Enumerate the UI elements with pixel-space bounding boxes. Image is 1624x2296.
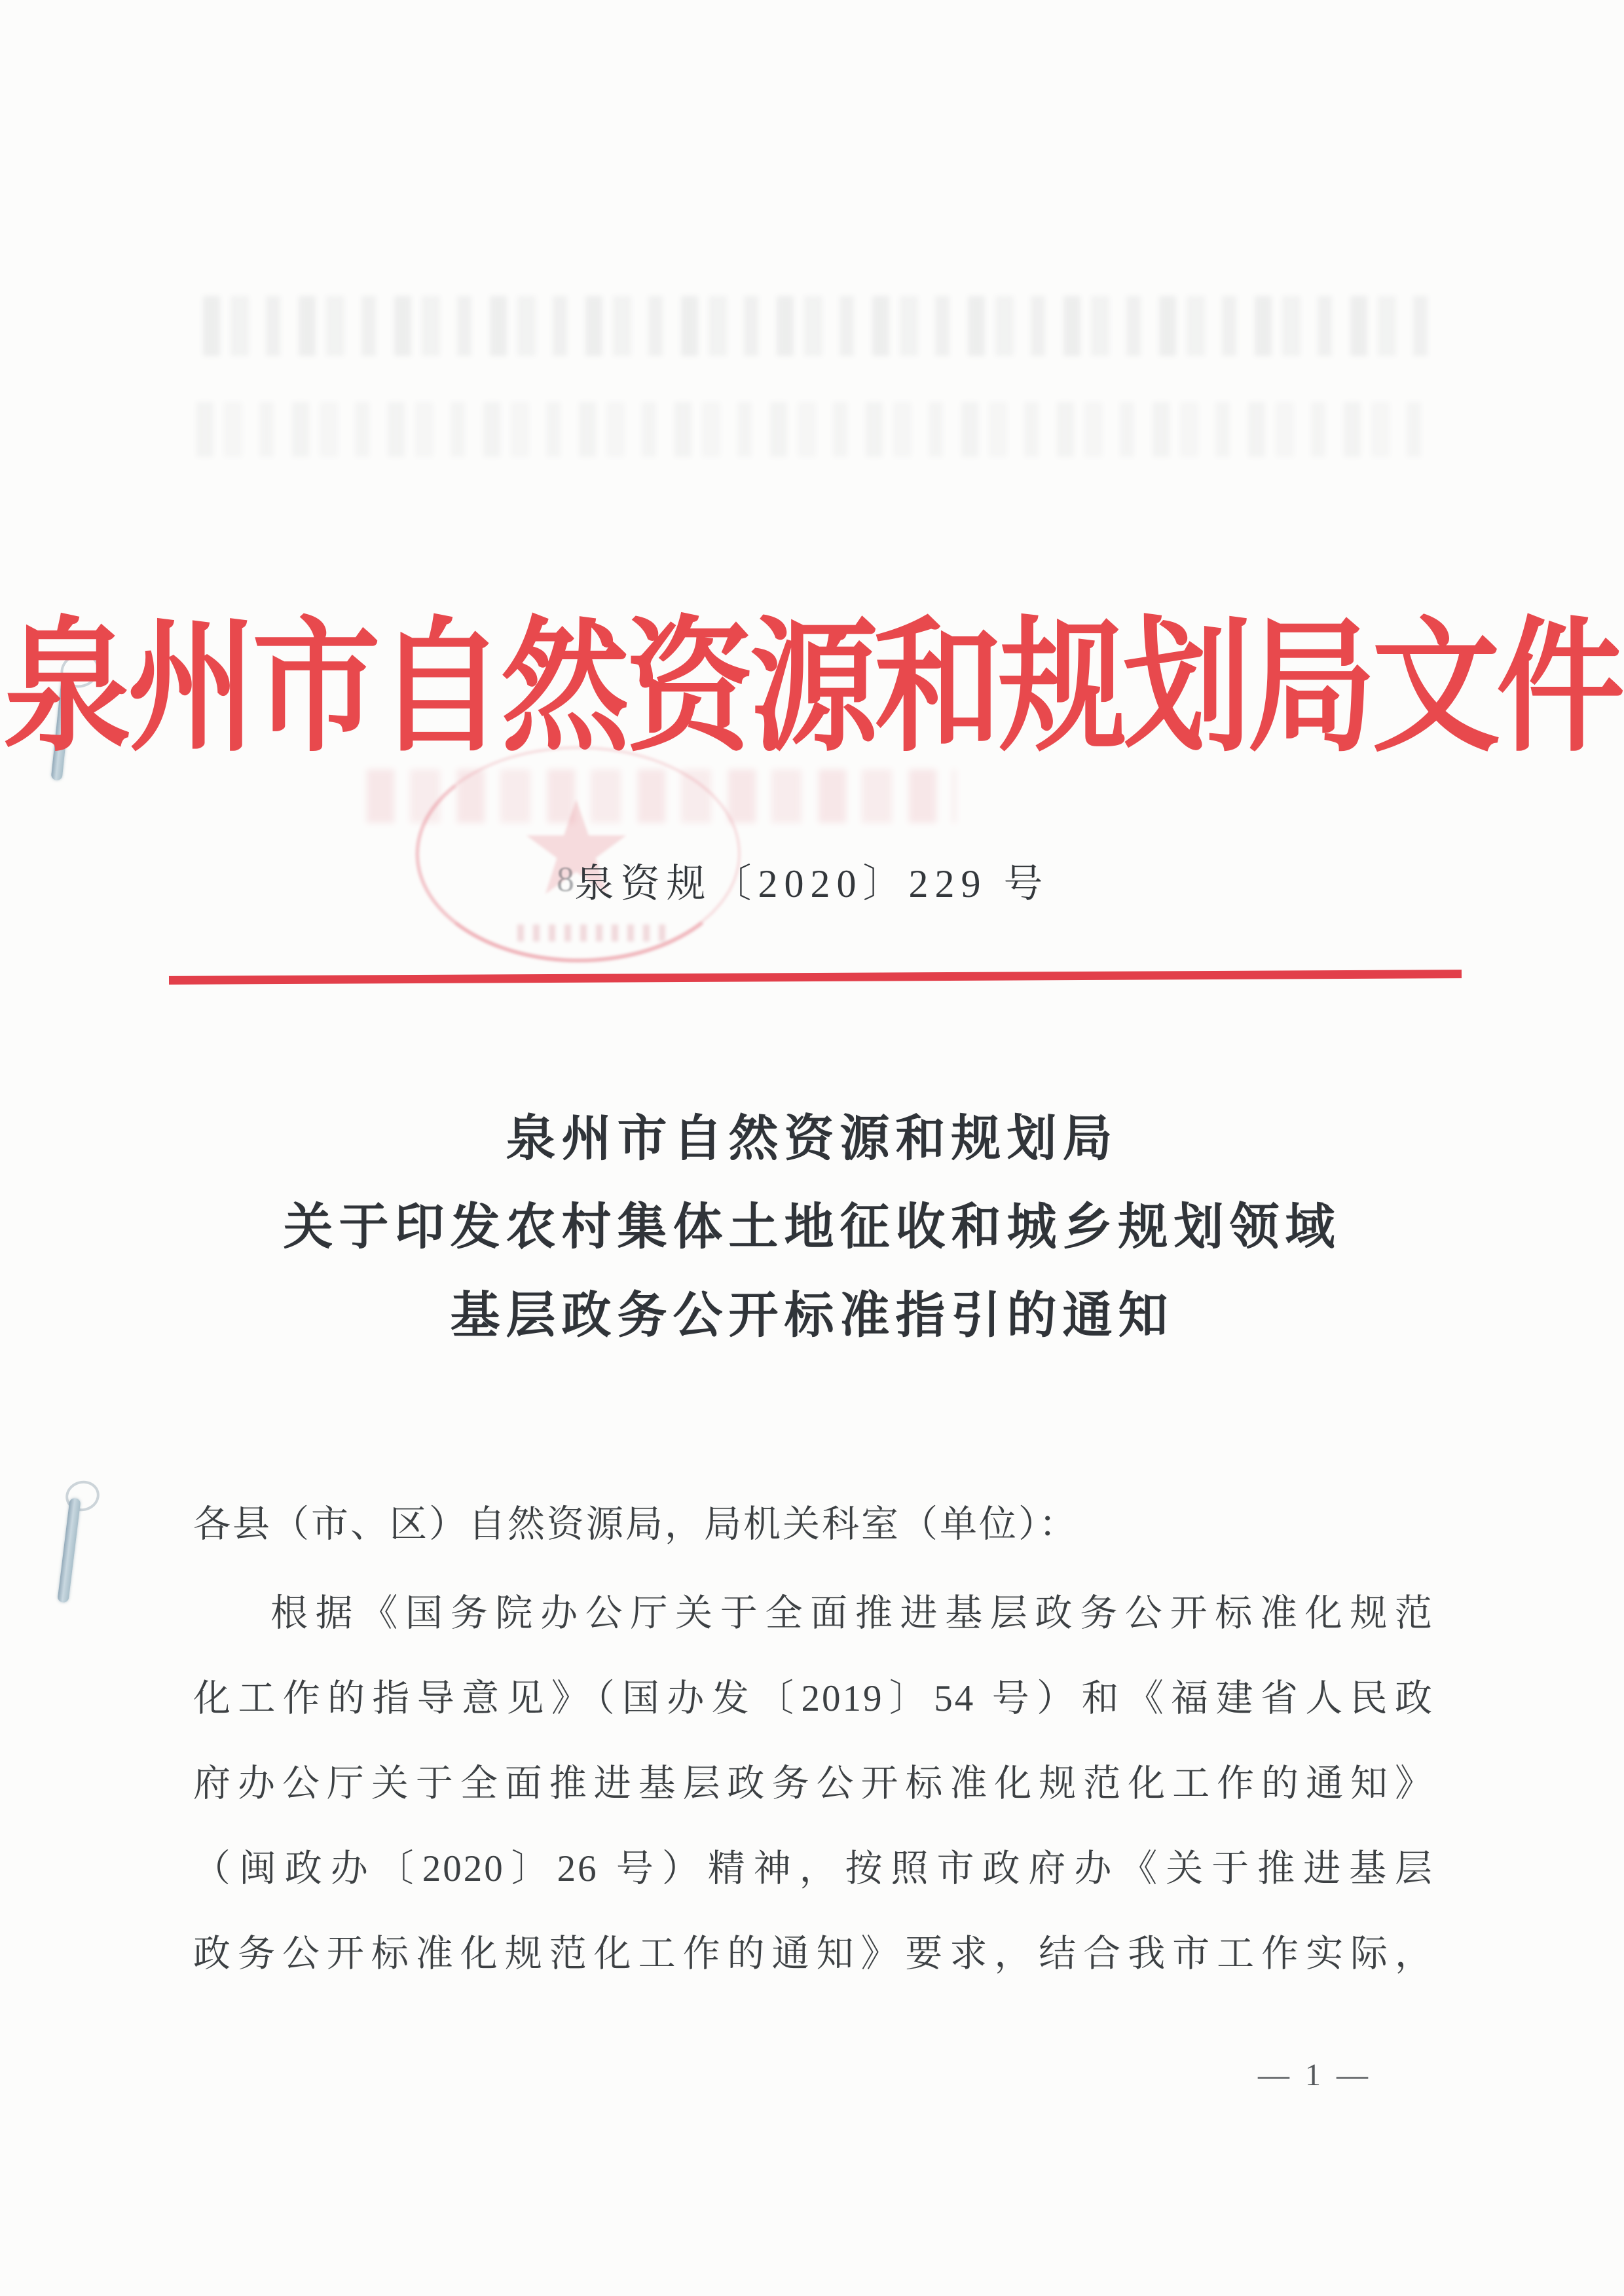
salutation-line: 各县（市、区）自然资源局，局机关科室（单位）：: [193, 1504, 1079, 1545]
document-title-line-3: 基层政务公开标准指引的通知: [450, 1288, 1174, 1343]
red-divider-rule: [169, 970, 1462, 985]
page-number: — 1 —: [1258, 2058, 1372, 2092]
red-letterhead-title: 泉州市自然资源和规划局文件: [3, 608, 1621, 769]
bleed-through-text-line-1: [203, 296, 1434, 356]
body-paragraph-line: 根据《国务院办公厅关于全面推进基层政务公开标准化规范: [270, 1593, 1434, 1634]
seal-serial-smudge: [517, 924, 668, 941]
body-paragraph-line: 府办公厅关于全面推进基层政务公开标准化规范化工作的通知》: [193, 1763, 1434, 1804]
staple-mark-middle: [57, 1498, 81, 1603]
bleed-through-text-line-2: [196, 402, 1428, 457]
document-title-line-1: 泉州市自然资源和规划局: [506, 1112, 1118, 1167]
document-number: 泉资规〔2020〕229 号: [574, 862, 1050, 905]
body-paragraph-line: （闽政办〔2020〕26 号）精神，按照市政府办《关于推进基层: [193, 1848, 1434, 1889]
body-paragraph-line: 政务公开标准化规范化工作的通知》要求，结合我市工作实际，: [193, 1933, 1434, 1975]
seal-ghost-digit: 8: [557, 860, 574, 899]
body-paragraph-line: 化工作的指导意见》（国办发〔2019〕54 号）和《福建省人民政: [193, 1678, 1434, 1719]
document-title-line-2: 关于印发农村集体土地征收和城乡规划领域: [283, 1200, 1341, 1255]
